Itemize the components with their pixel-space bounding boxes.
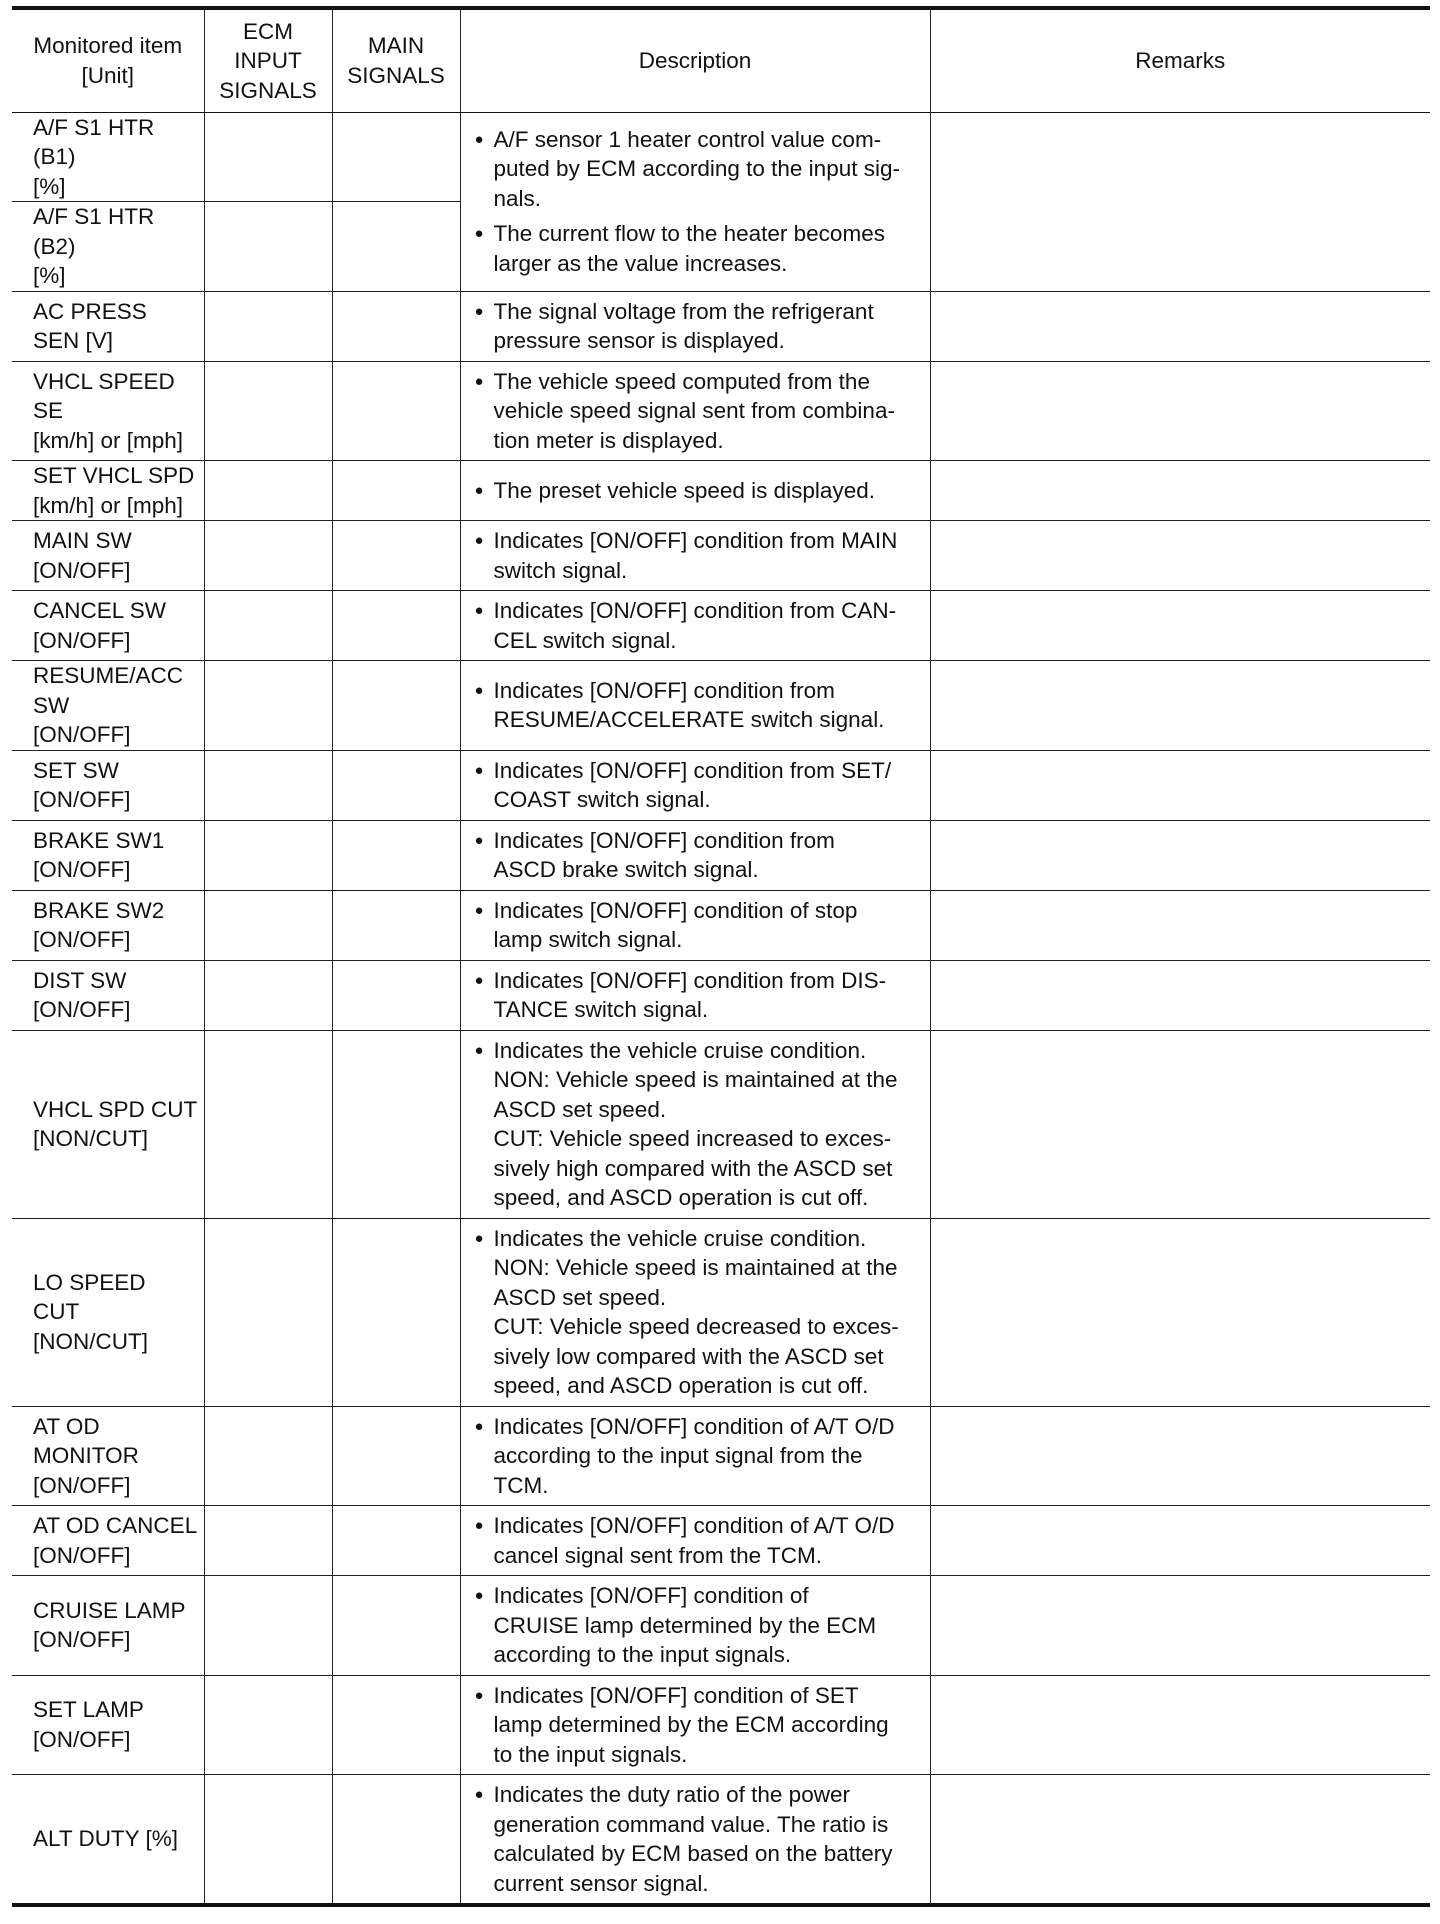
description-bullet-item	[475, 367, 924, 456]
ecm-input-signals-cell	[204, 661, 332, 751]
monitored-item-line: [ON/OFF]	[33, 557, 131, 583]
description-text	[494, 125, 924, 214]
monitored-item-line: [ON/OFF]	[33, 627, 131, 653]
description-bullet-item	[475, 1224, 924, 1401]
table-row	[12, 291, 1430, 361]
description-cell	[460, 1576, 930, 1676]
description-line: The signal voltage from the refrigerant	[493, 298, 874, 324]
main-signals-cell	[332, 1030, 460, 1218]
monitor-item-table	[12, 6, 1430, 1907]
description-cell	[460, 661, 930, 751]
ecm-input-signals-cell	[204, 291, 332, 361]
monitored-item-line: SET LAMP	[33, 1697, 144, 1723]
description-cell	[460, 521, 930, 591]
ecm-input-signals-cell	[204, 202, 332, 292]
description-cell	[460, 461, 930, 521]
monitored-item-cell	[12, 1506, 204, 1576]
remarks-cell	[930, 112, 1430, 291]
description-bullet-item	[475, 596, 924, 655]
bullet-icon: ●	[474, 532, 484, 549]
description-cell	[460, 1406, 930, 1506]
description-text	[494, 476, 924, 506]
description-cell	[460, 112, 930, 291]
description-line: TANCE switch signal.	[493, 997, 709, 1022]
description-line: Indicates [ON/OFF] condition from DIS-	[493, 967, 887, 993]
description-bullet-item	[475, 826, 924, 885]
description-line: Indicates the vehicle cruise condition.	[493, 1225, 867, 1251]
remarks-cell	[930, 661, 1430, 751]
description-line: larger as the value increases.	[493, 250, 788, 276]
ecm-input-signals-cell	[204, 750, 332, 820]
description-cell	[460, 1506, 930, 1576]
monitored-item-line: VHCL SPD CUT	[33, 1096, 198, 1122]
description-line: Indicates [ON/OFF] condition from CAN-	[493, 598, 897, 623]
main-signals-cell	[332, 291, 460, 361]
table-row	[12, 1030, 1430, 1218]
monitored-item-line: [%]	[33, 263, 66, 288]
description-text	[494, 966, 924, 1025]
bullet-icon: ●	[474, 1417, 484, 1435]
remarks-cell	[930, 1406, 1430, 1506]
main-signals-cell	[332, 361, 460, 461]
description-cell	[460, 361, 930, 461]
header-ecm-input-signals: ECM INPUT SIGNALS	[204, 8, 332, 112]
header-row	[12, 8, 1430, 112]
remarks-cell	[930, 1675, 1430, 1775]
table-row	[12, 461, 1430, 521]
description-text	[494, 219, 924, 278]
description-line: The preset vehicle speed is displayed.	[493, 477, 875, 503]
description-bullet-item	[475, 125, 924, 214]
monitored-item-cell	[12, 750, 204, 820]
ecm-input-signals-cell	[204, 1506, 332, 1576]
ecm-input-signals-cell	[204, 1675, 332, 1775]
description-cell	[460, 591, 930, 661]
description-bullet-item	[475, 219, 924, 278]
ecm-input-signals-cell	[204, 112, 332, 202]
description-text	[494, 676, 924, 735]
description-cell	[460, 1775, 930, 1906]
main-signals-cell	[332, 1576, 460, 1676]
ecm-input-signals-cell	[204, 1030, 332, 1218]
monitored-item-line: [ON/OFF]	[33, 787, 131, 812]
bullet-icon: ●	[474, 1517, 484, 1534]
main-signals-cell	[332, 820, 460, 890]
monitored-item-line: AT OD MONITOR	[33, 1413, 139, 1468]
description-text	[494, 596, 924, 655]
description-line: CRUISE lamp determined by the ECM	[493, 1612, 877, 1638]
description-line: The vehicle speed computed from the	[493, 368, 870, 394]
description-line: NON: Vehicle speed is maintained at the	[493, 1255, 898, 1280]
monitored-item-cell	[12, 1775, 204, 1906]
description-line: CEL switch signal.	[493, 627, 677, 653]
monitored-item-line: [ON/OFF]	[33, 1542, 131, 1568]
bullet-icon: ●	[474, 372, 484, 390]
monitored-item-line: SET SW	[33, 757, 119, 783]
description-bullet-item	[475, 1780, 924, 1898]
monitored-item-line: [km/h] or [mph]	[33, 492, 184, 518]
description-text	[494, 756, 924, 815]
description-cell	[460, 890, 930, 960]
main-signals-cell	[332, 461, 460, 521]
description-cell	[460, 1218, 930, 1406]
description-line: vehicle speed signal sent from combina-	[493, 398, 895, 423]
monitored-item-line: [ON/OFF]	[33, 927, 131, 952]
monitored-item-cell	[12, 960, 204, 1030]
table-row	[12, 960, 1430, 1030]
monitored-item-line: AC PRESS SEN [V]	[33, 298, 147, 353]
monitored-item-line: SET VHCL SPD	[33, 463, 195, 488]
table-row	[12, 591, 1430, 661]
description-line: RESUME/ACCELERATE switch signal.	[493, 707, 885, 733]
main-signals-cell	[332, 202, 460, 292]
monitored-item-line: A/F S1 HTR (B1)	[33, 114, 155, 169]
description-line: The current flow to the heater becomes	[493, 221, 885, 247]
description-line: switch signal.	[493, 557, 628, 583]
description-line: tion meter is displayed.	[493, 427, 724, 453]
description-line: A/F sensor 1 heater control value com-	[493, 126, 882, 152]
remarks-cell	[930, 1775, 1430, 1906]
description-line: current sensor signal.	[493, 1870, 709, 1896]
description-text	[494, 896, 924, 955]
description-bullet-item	[475, 966, 924, 1025]
monitored-item-line: CANCEL SW	[33, 598, 166, 623]
remarks-cell	[930, 820, 1430, 890]
table-row	[12, 1218, 1430, 1406]
monitored-item-line: ALT DUTY [%]	[33, 1826, 179, 1852]
monitored-item-cell	[12, 521, 204, 591]
bullet-icon: ●	[474, 1786, 484, 1803]
bullet-icon: ●	[474, 901, 484, 919]
description-cell	[460, 960, 930, 1030]
description-text	[494, 1511, 924, 1570]
description-line: cancel signal sent from the TCM.	[493, 1542, 822, 1568]
remarks-cell	[930, 1506, 1430, 1576]
description-cell	[460, 750, 930, 820]
monitored-item-line: [NON/CUT]	[33, 1328, 148, 1354]
remarks-cell	[930, 1576, 1430, 1676]
table-row	[12, 820, 1430, 890]
description-text	[494, 1036, 924, 1213]
monitored-item-cell	[12, 112, 204, 202]
monitored-item-cell	[12, 661, 204, 751]
monitored-item-line: [ON/OFF]	[33, 722, 131, 747]
ecm-input-signals-cell	[204, 890, 332, 960]
monitored-item-cell	[12, 820, 204, 890]
remarks-cell	[930, 890, 1430, 960]
description-line: sively high compared with the ASCD set	[493, 1155, 893, 1181]
description-text	[494, 1780, 924, 1898]
description-cell	[460, 1675, 930, 1775]
bullet-icon: ●	[474, 1587, 484, 1604]
table-row	[12, 521, 1430, 591]
description-line: to the input signals.	[493, 1741, 688, 1767]
header-description: Description	[460, 8, 930, 112]
monitored-item-line: BRAKE SW1	[33, 827, 165, 853]
description-text	[494, 826, 924, 885]
description-line: Indicates [ON/OFF] condition of	[493, 1583, 809, 1608]
description-bullet-item	[475, 476, 924, 506]
remarks-cell	[930, 750, 1430, 820]
monitored-item-cell	[12, 1030, 204, 1218]
description-line: Indicates the duty ratio of the power	[493, 1782, 850, 1807]
description-line: CUT: Vehicle speed increased to exces-	[493, 1126, 892, 1151]
bullet-icon: ●	[474, 1229, 484, 1247]
ecm-input-signals-cell	[204, 461, 332, 521]
table-row	[12, 1506, 1430, 1576]
description-line: pressure sensor is displayed.	[493, 328, 785, 353]
monitored-item-cell	[12, 461, 204, 521]
table-body	[12, 112, 1430, 1905]
ecm-input-signals-cell	[204, 591, 332, 661]
description-line: according to the input signals.	[493, 1642, 792, 1667]
monitored-item-line: A/F S1 HTR (B2)	[33, 204, 155, 259]
bullet-icon: ●	[474, 1041, 484, 1059]
monitored-item-line: MAIN SW	[33, 528, 132, 553]
description-bullet-item	[475, 1681, 924, 1770]
description-text	[494, 1412, 924, 1501]
main-signals-cell	[332, 112, 460, 202]
monitored-item-line: [ON/OFF]	[33, 997, 131, 1022]
remarks-cell	[930, 1030, 1430, 1218]
ecm-input-signals-cell	[204, 960, 332, 1030]
bullet-icon: ●	[474, 761, 484, 779]
description-line: ASCD brake switch signal.	[493, 857, 759, 882]
bullet-icon: ●	[474, 481, 484, 499]
table-row	[12, 661, 1430, 751]
monitored-item-line: [ON/OFF]	[33, 1726, 131, 1752]
main-signals-cell	[332, 960, 460, 1030]
remarks-cell	[930, 591, 1430, 661]
monitored-item-cell	[12, 291, 204, 361]
description-line: Indicates [ON/OFF] condition of A/T O/D	[493, 1513, 895, 1538]
bullet-icon: ●	[474, 1686, 484, 1704]
ecm-input-signals-cell	[204, 820, 332, 890]
description-line: according to the input signal from the	[493, 1443, 863, 1468]
ecm-input-signals-cell	[204, 1576, 332, 1676]
ecm-input-signals-cell	[204, 1218, 332, 1406]
description-line: Indicates [ON/OFF] condition of stop	[493, 897, 858, 923]
monitored-item-cell	[12, 1218, 204, 1406]
description-line: ASCD set speed.	[493, 1096, 667, 1122]
description-line: lamp switch signal.	[493, 927, 683, 952]
monitored-item-line: [km/h] or [mph]	[33, 427, 184, 453]
description-cell	[460, 820, 930, 890]
ecm-input-signals-cell	[204, 1406, 332, 1506]
main-signals-cell	[332, 1506, 460, 1576]
main-signals-cell	[332, 1775, 460, 1906]
description-text	[494, 1581, 924, 1670]
remarks-cell	[930, 291, 1430, 361]
bullet-icon: ●	[474, 681, 484, 699]
monitored-item-line: DIST SW	[33, 967, 127, 993]
monitored-item-line: BRAKE SW2	[33, 897, 165, 923]
monitored-item-line: CRUISE LAMP	[33, 1597, 186, 1623]
main-signals-cell	[332, 1675, 460, 1775]
ecm-input-signals-cell	[204, 521, 332, 591]
table-row	[12, 1775, 1430, 1906]
description-cell	[460, 1030, 930, 1218]
description-line: CUT: Vehicle speed decreased to exces-	[493, 1314, 899, 1339]
description-text	[494, 1224, 924, 1401]
description-bullet-item	[475, 1511, 924, 1570]
main-signals-cell	[332, 521, 460, 591]
main-signals-cell	[332, 1218, 460, 1406]
bullet-icon: ●	[474, 971, 484, 989]
bullet-icon: ●	[474, 831, 484, 849]
main-signals-cell	[332, 890, 460, 960]
header-main-signals: MAIN SIGNALS	[332, 8, 460, 112]
description-line: calculated by ECM based on the battery	[493, 1841, 893, 1866]
description-line: Indicates [ON/OFF] condition from MAIN	[493, 528, 898, 553]
description-line: COAST switch signal.	[493, 787, 711, 812]
header-remarks: Remarks	[930, 8, 1430, 112]
description-text	[494, 1681, 924, 1770]
bullet-icon: ●	[474, 225, 484, 243]
description-text	[494, 526, 924, 585]
table-row	[12, 112, 1430, 202]
monitored-item-line: [NON/CUT]	[33, 1126, 148, 1151]
description-bullet-item	[475, 526, 924, 585]
main-signals-cell	[332, 1406, 460, 1506]
monitored-item-cell	[12, 1576, 204, 1676]
description-line: puted by ECM according to the input sig-	[493, 156, 900, 182]
monitored-item-line: [ON/OFF]	[33, 1472, 131, 1498]
ecm-input-signals-cell	[204, 1775, 332, 1906]
description-bullet-item	[475, 1581, 924, 1670]
monitored-item-cell	[12, 1675, 204, 1775]
monitored-item-cell	[12, 591, 204, 661]
description-line: Indicates [ON/OFF] condition from	[493, 827, 835, 853]
description-line: nals.	[493, 185, 542, 211]
description-text	[494, 297, 924, 356]
description-bullet-item	[475, 756, 924, 815]
monitored-item-line: LO SPEED CUT	[33, 1269, 146, 1325]
description-line: lamp determined by the ECM according	[493, 1712, 889, 1737]
bullet-icon: ●	[474, 302, 484, 320]
remarks-cell	[930, 521, 1430, 591]
header-monitored-item: Monitored item [Unit]	[12, 8, 204, 112]
remarks-cell	[930, 1218, 1430, 1406]
description-line: NON: Vehicle speed is maintained at the	[493, 1067, 898, 1092]
table-row	[12, 1675, 1430, 1775]
description-line: generation command value. The ratio is	[493, 1811, 889, 1837]
monitored-item-cell	[12, 890, 204, 960]
description-bullet-item	[475, 1036, 924, 1213]
description-line: sively low compared with the ASCD set	[493, 1343, 884, 1369]
description-line: Indicates the vehicle cruise condition.	[493, 1037, 867, 1063]
bullet-icon: ●	[474, 602, 484, 619]
remarks-cell	[930, 960, 1430, 1030]
description-text	[494, 367, 924, 456]
monitored-item-line: AT OD CANCEL	[33, 1513, 198, 1538]
monitored-item-cell	[12, 1406, 204, 1506]
ecm-input-signals-cell	[204, 361, 332, 461]
description-bullet-item	[475, 896, 924, 955]
description-line: ASCD set speed.	[493, 1284, 667, 1310]
remarks-cell	[930, 361, 1430, 461]
description-line: speed, and ASCD operation is cut off.	[493, 1373, 869, 1398]
description-line: speed, and ASCD operation is cut off.	[493, 1185, 869, 1210]
table-row	[12, 1576, 1430, 1676]
table-row	[12, 361, 1430, 461]
description-line: Indicates [ON/OFF] condition from SET/	[493, 757, 892, 783]
bullet-icon: ●	[474, 130, 484, 148]
monitored-item-line: VHCL SPEED SE	[33, 368, 175, 423]
monitored-item-line: [ON/OFF]	[33, 857, 131, 882]
description-cell	[460, 291, 930, 361]
monitored-item-line: RESUME/ACC SW	[33, 663, 184, 718]
main-signals-cell	[332, 661, 460, 751]
description-bullet-item	[475, 1412, 924, 1501]
monitored-item-cell	[12, 202, 204, 292]
description-line: Indicates [ON/OFF] condition from	[493, 677, 835, 703]
main-signals-cell	[332, 750, 460, 820]
main-signals-cell	[332, 591, 460, 661]
description-line: Indicates [ON/OFF] condition of A/T O/D	[493, 1413, 895, 1439]
description-bullet-item	[475, 676, 924, 735]
monitored-item-line: [%]	[33, 173, 66, 199]
table-row	[12, 750, 1430, 820]
remarks-cell	[930, 461, 1430, 521]
description-bullet-item	[475, 297, 924, 356]
description-line: TCM.	[493, 1472, 549, 1498]
monitored-item-line: [ON/OFF]	[33, 1627, 131, 1653]
monitored-item-cell	[12, 361, 204, 461]
description-line: Indicates [ON/OFF] condition of SET	[493, 1682, 859, 1708]
table-row	[12, 890, 1430, 960]
table-row	[12, 1406, 1430, 1506]
